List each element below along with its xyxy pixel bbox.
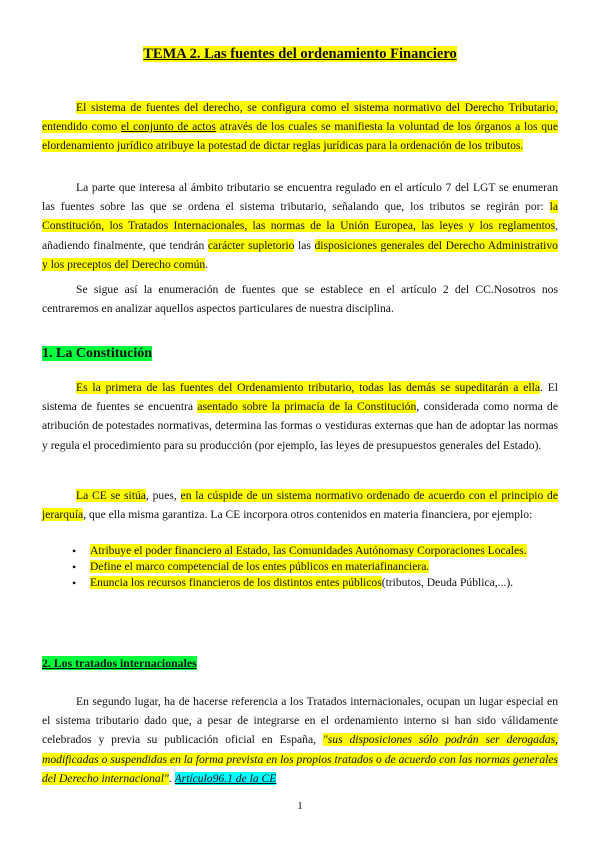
constitucion-bullet-list	[72, 543, 552, 592]
constitucion-paragraph-2: La CE se sitúa, pues, en la cúspide de un sistema normativo ordenado de acuerdo con el principio de jerarquía, que ella misma garantiza. La CE incorpora otros contenidos en materia financiera, por ejemplo:	[42, 489, 559, 522]
page-title: TEMA 2. Las fuentes del ordenamiento Financiero	[143, 46, 457, 62]
bullet-icon: •	[72, 560, 77, 575]
list-item: • Enuncia los recursos financieros de los distintos entes públicos(tributos, Deuda Pública,...).	[72, 576, 514, 591]
bullet-icon: •	[72, 576, 77, 591]
tratados-paragraph-1: En segundo lugar, ha de hacerse referencia a los Tratados internacionales, ocupan un lugar especial en el sistema tributario dado que, a pesar de integrarse en el ordenamiento interno si han sido válidamente celebrados y previa su publicación oficial en España, "sus disposiciones sólo podrán ser derogadas, modificadas o suspendidas en la forma prevista en los propios tratados o de acuerdo con las normas generales del Derecho internacional". Artículo96.1 de la CE	[42, 695, 558, 785]
constitucion-paragraph-1: Es la primera de las fuentes del Ordenamiento tributario, todas las demás se supeditarán a ella. El sistema de fuentes se encuentra asentado sobre la primacía de la Constitución, considerada como norma de atribución de potestades normativas, determina las formas o vestiduras externas que han de adoptar las normas y regula el procedimiento para su producción (por ejemplo, las leyes de presupuestos generales del Estado).	[42, 381, 558, 452]
list-item: • Atribuye el poder financiero al Estado, las Comunidades Autónomasy Corporaciones Locales.	[72, 544, 527, 558]
intro-paragraph-2: La parte que interesa al ámbito tributario se encuentra regulado en el artículo 7 del LGT se enumeran las fuentes sobre las que se ordena el sistema tributario, señalando que, los tributos se regirán por: la Constitución, los Tratados Internacionales, las normas de la Unión Europea, las leyes y los reglamentos, añadiendo finalmente, que tendrán carácter supletorio las disposiciones generales del Derecho Administrativo y los preceptos del Derecho común.	[42, 181, 558, 271]
intro-paragraph-1: El sistema de fuentes del derecho, se configura como el sistema normativo del Derecho Tributario, entendido como el conjunto de actos através de los cuales se manifiesta la voluntad de los órganos a los que elordenamiento jurídico atribuye la potestad de dictar reglas jurídicas para la ordenación de los tributos.	[42, 101, 558, 153]
list-item: • Define el marco competencial de los entes públicos en materiafinanciera.	[72, 560, 430, 575]
section-heading-constitucion: 1. La Constitución	[42, 346, 153, 361]
page-number: 1	[297, 800, 303, 812]
section-heading-tratados: 2. Los tratados internacionales	[42, 656, 197, 670]
intro-paragraph-3: Se sigue así la enumeración de fuentes que se establece en el artículo 2 del CC.Nosotros nos centraremos en analizar aquellos aspectos particulares de nuestra disciplina.	[42, 283, 558, 316]
bullet-icon: •	[72, 544, 77, 558]
